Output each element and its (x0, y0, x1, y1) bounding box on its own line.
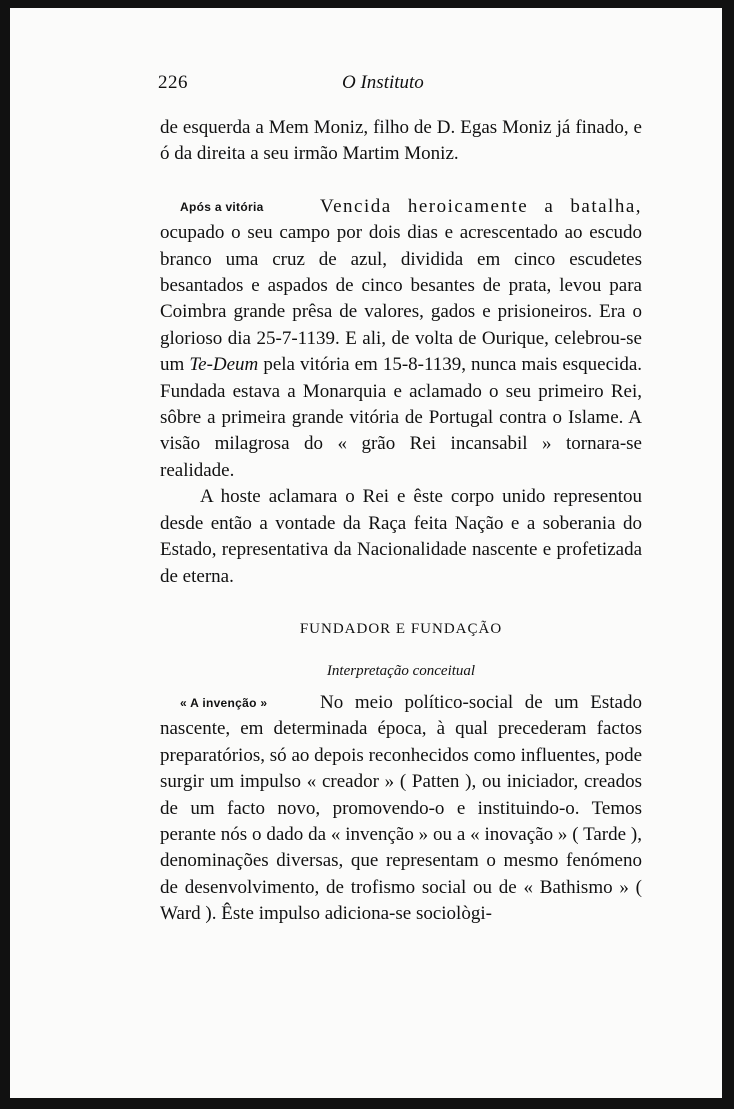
section-title: FUNDADOR E FUNDAÇÃO (299, 620, 503, 637)
body-text (160, 115, 642, 928)
sidenote-a-invencao: « A invenção » (180, 695, 268, 710)
intro-paragraph: de esquerda a Mem Moniz, filho de D. Egas Moniz já finado, e ó da direita a seu irmão Martim Moniz. (160, 117, 642, 165)
section1-paragraph1-end: pela vitória em 15-8-1139, nunca mais esquecida. Fundada estava a Monarquia e aclamado o seu primeiro Rei, sôbre a primeira grande vitória de Portugal contra o Islame. A visão milagrosa do « grão Rei incansabil » tornara-se realidade. (160, 354, 643, 481)
section1-paragraph1 (160, 194, 642, 484)
section2-paragraph-text: nascente, em determinada época, à qual precederam factos preparatórios, só ao depois reconhecidos como influentes, pode surgir um impulso « creador » ( Patten ), ou iniciador, creados de um facto novo, promovendo-o e instituindo-o. Temos perante nós o dado da « invenção » ou a « inovação » ( Tarde ), denominações diversas, que representam o mesmo fenómeno de desenvolvimento, de trofismo social ou de « Bathismo » ( Ward ). Êste impulso adiciona-se sociològi- (160, 718, 642, 925)
book-page (10, 8, 722, 1098)
section1-lead: Vencida heroicamente a batalha, (320, 195, 642, 217)
section1-paragraph2: A hoste aclamara o Rei e êste corpo unido representou desde então a vontade da Raça feita Nação e a soberania do Estado, representativa da Nacionalidade nascente e profetizada de eterna. (160, 486, 642, 587)
running-title: O Instituto (342, 72, 424, 93)
page-number: 226 (158, 72, 188, 93)
sidenote-apos-a-vitoria: Após a vitória (180, 199, 264, 214)
section1-paragraph1-text: ocupado o seu campo por dois dias e acrescentado ao escudo branco uma cruz de azul, dividida em cinco escudetes besantados e aspados de cinco besantes de prata, levou para Coimbra grande prêsa de valores, gados e prisioneiros. Era o glorioso dia 25-7-1139. E ali, de volta de Ourique, celebrou-se um (160, 222, 642, 376)
te-deum-italic: Te-Deum (189, 354, 259, 376)
section2-lead: No meio político-social de um Estado (320, 691, 642, 713)
section2-paragraph (160, 690, 642, 928)
page-header (158, 72, 638, 98)
section-subtitle: Interpretação conceitual (326, 662, 476, 679)
spacer (160, 168, 642, 194)
